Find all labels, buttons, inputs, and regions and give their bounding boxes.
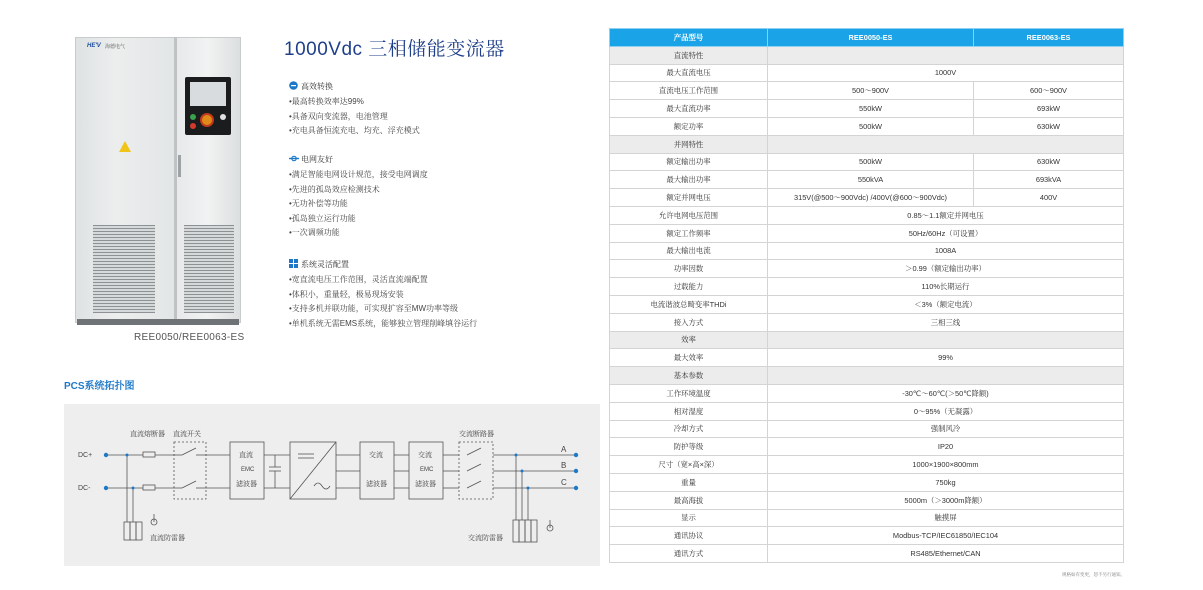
table-row <box>610 117 1124 135</box>
product-title: 1000Vdc 三相储能变流器 <box>284 39 505 60</box>
model-caption: REE0050/REE0063-ES <box>134 332 245 343</box>
table-row <box>610 438 1124 456</box>
row-value: -30℃～60℃(＞50℃降额) <box>768 384 1124 402</box>
table-row <box>610 171 1124 189</box>
table-group-row <box>610 331 1124 349</box>
row-label: 最高海拔 <box>610 491 768 509</box>
feature-section-efficiency <box>289 81 420 139</box>
feature-heading: 高效转换 <box>289 81 420 92</box>
row-label: 防护等级 <box>610 438 768 456</box>
row-value-2: 693kW <box>974 100 1124 118</box>
table-row <box>610 242 1124 260</box>
feature-item: •支持多机并联功能，可实现扩容至MW功率等级 <box>289 304 459 314</box>
table-row <box>610 349 1124 367</box>
feature-item: •满足智能电网设计规范，接受电网调度 <box>289 170 428 179</box>
table-row <box>610 295 1124 313</box>
table-row <box>610 527 1124 545</box>
row-value: 110%长期运行 <box>768 278 1124 296</box>
row-label: 接入方式 <box>610 313 768 331</box>
row-value-2: 400V <box>974 189 1124 207</box>
label-phase-a: A <box>561 445 567 454</box>
row-label: 尺寸（宽×高×深） <box>610 456 768 474</box>
row-label: 冷却方式 <box>610 420 768 438</box>
row-empty <box>768 331 1124 349</box>
feature-heading: 电网友好 <box>289 154 428 165</box>
row-label: 最大直流电压 <box>610 64 768 82</box>
indicator-red <box>190 123 196 129</box>
feature-item: •最高转换效率达99% <box>289 97 364 106</box>
row-label: 直流电压工作范围 <box>610 82 768 100</box>
feature-item: •具备双向变流器，电池管理 <box>289 111 388 121</box>
header-model-1: REE0050-ES <box>768 29 974 47</box>
feature-item: •一次调频功能 <box>289 228 340 238</box>
row-value-1: 550kVA <box>768 171 974 189</box>
row-label: 功率因数 <box>610 260 768 278</box>
spec-table-header <box>610 29 1124 47</box>
label-dc-plus: DC+ <box>78 452 93 459</box>
table-row <box>610 100 1124 118</box>
config-icon <box>289 259 298 268</box>
table-row <box>610 153 1124 171</box>
row-value: ＞0.99（额定输出功率） <box>768 260 1124 278</box>
hmi-screen <box>190 82 226 106</box>
row-label: 效率 <box>610 331 768 349</box>
row-value: 强制风冷 <box>768 420 1124 438</box>
table-row <box>610 473 1124 491</box>
pcs-topology-title: PCS系统拓扑图 <box>64 381 135 392</box>
label-ac-filter2-2: EMC <box>420 467 434 473</box>
row-label: 基本参数 <box>610 367 768 385</box>
row-empty <box>768 135 1124 153</box>
label-dc-switch: 直流开关 <box>173 431 201 438</box>
row-value-1: 500kW <box>768 153 974 171</box>
feature-item: •单机系统无需EMS系统，能够独立管理削峰填谷运行 <box>289 318 478 328</box>
table-group-row <box>610 135 1124 153</box>
door-handle <box>178 155 181 177</box>
indicator-green <box>190 114 196 120</box>
cabinet-logo-text: 海德电气 <box>105 44 126 50</box>
row-value: 99% <box>768 349 1124 367</box>
table-row <box>610 545 1124 563</box>
table-row <box>610 384 1124 402</box>
footnote: 规格如有变更，恕不另行通知。 <box>1062 572 1125 577</box>
feature-list <box>289 273 477 331</box>
efficiency-icon <box>289 81 298 90</box>
table-row <box>610 278 1124 296</box>
label-dc-fuse: 直流熔断器 <box>130 431 165 438</box>
table-row <box>610 206 1124 224</box>
row-value-2: 693kVA <box>974 171 1124 189</box>
row-value: 1008A <box>768 242 1124 260</box>
row-empty <box>768 46 1124 64</box>
cabinet-seam <box>174 37 177 323</box>
label-ac-filter2-1: 交流 <box>418 452 432 459</box>
table-row <box>610 224 1124 242</box>
cabinet-logo: HE'V <box>87 43 101 49</box>
cabinet-base <box>77 319 239 325</box>
row-label: 工作环境温度 <box>610 384 768 402</box>
row-value: 0～95%（无凝露） <box>768 402 1124 420</box>
table-group-row <box>610 367 1124 385</box>
spec-table <box>609 28 1124 563</box>
label-ac-filter1-3: 滤波器 <box>366 481 387 488</box>
row-label: 并网特性 <box>610 135 768 153</box>
grid-icon <box>289 154 298 163</box>
row-label: 显示 <box>610 509 768 527</box>
row-label: 最大效率 <box>610 349 768 367</box>
label-dc-minus: DC- <box>78 485 91 492</box>
row-value: IP20 <box>768 438 1124 456</box>
header-model-2: REE0063-ES <box>974 29 1124 47</box>
row-value: 750kg <box>768 473 1124 491</box>
row-label: 最大输出功率 <box>610 171 768 189</box>
table-row <box>610 313 1124 331</box>
label-ac-filter1-1: 交流 <box>369 452 383 459</box>
row-value: RS485/Ethernet/CAN <box>768 545 1124 563</box>
row-value-2: 600～900V <box>974 82 1124 100</box>
table-row <box>610 402 1124 420</box>
row-value: 50Hz/60Hz（可设置） <box>768 224 1124 242</box>
row-label: 最大直流功率 <box>610 100 768 118</box>
row-value-2: 630kW <box>974 117 1124 135</box>
row-label: 通讯方式 <box>610 545 768 563</box>
label-phase-b: B <box>561 461 567 470</box>
row-value: 触摸屏 <box>768 509 1124 527</box>
feature-item: •体积小，重量轻，极易现场安装 <box>289 289 404 299</box>
row-value: 1000V <box>768 64 1124 82</box>
row-value-1: 500～900V <box>768 82 974 100</box>
row-value-2: 630kW <box>974 153 1124 171</box>
feature-heading: 系统灵活配置 <box>289 259 477 270</box>
label-ac-breaker: 交流断路器 <box>459 431 494 438</box>
row-label: 允许电网电压范围 <box>610 206 768 224</box>
table-row <box>610 491 1124 509</box>
table-row <box>610 64 1124 82</box>
warning-icon <box>119 141 131 152</box>
row-label: 通讯协议 <box>610 527 768 545</box>
vent-grille-left <box>93 225 155 313</box>
feature-section-config <box>289 259 477 331</box>
row-value: 三相三线 <box>768 313 1124 331</box>
pcs-topology-diagram <box>64 404 600 566</box>
label-ac-spd: 交流防雷器 <box>468 535 503 542</box>
row-label: 电流谐波总畸变率THDi <box>610 295 768 313</box>
header-product-model: 产品型号 <box>610 29 768 47</box>
row-label: 过载能力 <box>610 278 768 296</box>
table-row <box>610 509 1124 527</box>
label-ac-filter2-3: 滤波器 <box>415 481 436 488</box>
feature-item: •宽直流电压工作范围，灵活直流端配置 <box>289 275 428 284</box>
row-label: 重量 <box>610 473 768 491</box>
row-empty <box>768 367 1124 385</box>
table-group-row <box>610 46 1124 64</box>
table-row <box>610 82 1124 100</box>
row-value-1: 500kW <box>768 117 974 135</box>
feature-item: •充电具备恒流充电、均充、浮充模式 <box>289 126 420 136</box>
row-value: 1000×1900×800mm <box>768 456 1124 474</box>
row-value-1: 315V(@500～900Vdc) /400V(@600～900Vdc) <box>768 189 974 207</box>
emergency-stop <box>200 113 214 127</box>
row-value: Modbus-TCP/IEC61850/IEC104 <box>768 527 1124 545</box>
feature-item: •孤岛独立运行功能 <box>289 213 356 223</box>
cabinet-illustration <box>75 37 241 323</box>
spec-table-body <box>610 46 1124 562</box>
row-label: 额定工作频率 <box>610 224 768 242</box>
topology-svg <box>64 404 600 566</box>
table-row <box>610 420 1124 438</box>
label-phase-c: C <box>561 478 567 487</box>
label-dc-spd: 直流防雷器 <box>150 535 185 542</box>
row-value-1: 550kW <box>768 100 974 118</box>
vent-grille-right <box>184 225 234 313</box>
table-row <box>610 260 1124 278</box>
feature-list <box>289 168 428 241</box>
row-value: ＜3%（额定电流） <box>768 295 1124 313</box>
row-label: 额定并网电压 <box>610 189 768 207</box>
row-label: 相对湿度 <box>610 402 768 420</box>
row-label: 额定输出功率 <box>610 153 768 171</box>
table-row <box>610 456 1124 474</box>
label-dc-filter-1: 直流 <box>239 452 253 459</box>
row-label: 最大输出电流 <box>610 242 768 260</box>
feature-item: •先进的孤岛效应检测技术 <box>289 184 380 194</box>
hmi-panel <box>185 77 231 135</box>
table-row <box>610 189 1124 207</box>
row-label: 直流特性 <box>610 46 768 64</box>
row-value: 0.85～1.1额定并网电压 <box>768 206 1124 224</box>
feature-list <box>289 95 420 139</box>
label-dc-filter-3: 滤波器 <box>236 481 257 488</box>
row-value: 5000m（＞3000m降额） <box>768 491 1124 509</box>
feature-section-grid <box>289 154 428 241</box>
feature-item: •无功补偿等功能 <box>289 199 348 209</box>
indicator-white <box>220 114 226 120</box>
row-label: 额定功率 <box>610 117 768 135</box>
label-dc-filter-2: EMC <box>241 467 255 473</box>
